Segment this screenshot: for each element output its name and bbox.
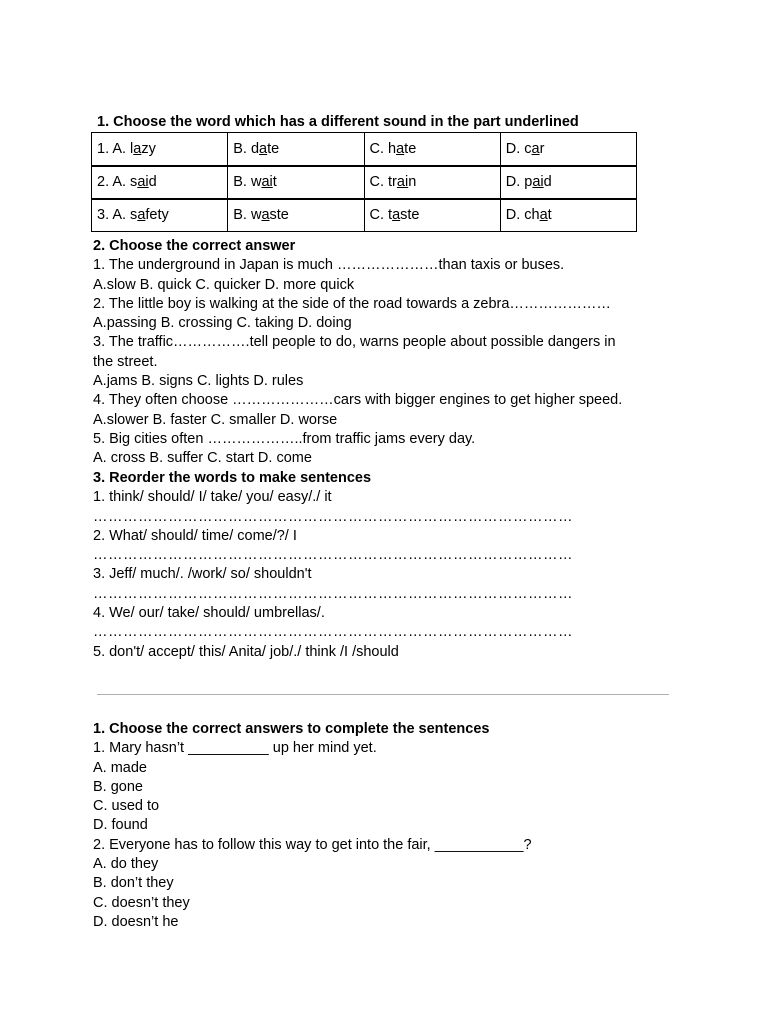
- word-prefix: C. h: [369, 140, 397, 157]
- answer-option: A. do they: [93, 856, 159, 873]
- underlined-letters: a: [261, 207, 270, 224]
- table-cell: [364, 199, 500, 232]
- word-suffix: d: [543, 174, 552, 190]
- word-prefix: D. c: [505, 140, 532, 157]
- word-suffix: zy: [141, 140, 156, 157]
- word-prefix: B. w: [233, 174, 262, 190]
- answer-option: B. don’t they: [93, 875, 174, 892]
- word-suffix: ste: [269, 207, 289, 224]
- word-suffix: t: [272, 174, 277, 190]
- table-cell: [364, 133, 500, 166]
- table-row: [92, 133, 637, 166]
- word-prefix: 1. A. l: [97, 140, 134, 157]
- section3-title: 3. Reorder the words to make sentences: [93, 470, 372, 486]
- word-prefix: C. tr: [369, 174, 397, 190]
- table-cell: [92, 199, 228, 232]
- answer-options: A.passing B. crossing C. taking D. doing: [93, 315, 352, 332]
- word-prefix: D. ch: [505, 207, 540, 224]
- underlined-letters: a: [137, 207, 146, 224]
- answer-option: C. used to: [93, 798, 160, 815]
- underlined-letters: a: [133, 140, 142, 157]
- word-suffix: n: [408, 174, 417, 190]
- answer-option: C. doesn’t they: [93, 894, 190, 911]
- underlined-letters: a: [539, 207, 548, 224]
- reorder-prompt: 4. We/ our/ take/ should/ umbrellas/.: [93, 605, 325, 622]
- table-row: [92, 166, 637, 199]
- answer-blank-line: ……………………………………………………………………………………: [93, 624, 573, 641]
- table-row: [92, 199, 637, 232]
- word-suffix: ste: [400, 207, 420, 224]
- word-suffix: fety: [145, 207, 169, 224]
- answer-options: A.jams B. signs C. lights D. rules: [93, 373, 304, 390]
- section-divider: [97, 694, 669, 695]
- word-suffix: r: [539, 140, 545, 157]
- answer-blank-line: ……………………………………………………………………………………: [93, 547, 573, 564]
- table-cell: [500, 133, 636, 166]
- answer-option: D. doesn’t he: [93, 913, 179, 930]
- table-cell: [500, 199, 636, 232]
- word-suffix: te: [267, 140, 280, 157]
- underlined-letters: a: [531, 140, 540, 157]
- answer-option: A. made: [93, 759, 147, 776]
- table-cell: [500, 166, 636, 199]
- word-prefix: B. d: [233, 140, 260, 157]
- underlined-letters: ai: [261, 174, 273, 190]
- question-line: 5. Big cities often ………………..from traffic jams every day.: [93, 430, 476, 447]
- underlined-letters: ai: [396, 174, 409, 190]
- reorder-prompt: 2. What/ should/ time/ come/?/ I: [93, 527, 297, 544]
- answer-option: B. gone: [93, 778, 143, 795]
- section4-title: 1. Choose the correct answers to complete the sentences: [93, 721, 490, 737]
- section3: [93, 469, 573, 662]
- word-prefix: B. w: [233, 207, 262, 224]
- underlined-letters: a: [259, 140, 268, 157]
- table-cell: [364, 166, 500, 199]
- word-prefix: C. t: [369, 207, 393, 224]
- question-line: 3. The traffic…………….tell people to do, warns people about possible dangers in: [93, 334, 616, 351]
- answer-blank-line: ……………………………………………………………………………………: [93, 585, 573, 602]
- table-cell: [92, 166, 228, 199]
- answer-options: A.slower B. faster C. smaller D. worse: [93, 411, 338, 428]
- question-line: 1. Mary hasn’t __________ up her mind yet.: [93, 740, 377, 757]
- question-line: 1. The underground in Japan is much …………………than taxis or buses.: [93, 257, 565, 274]
- pronunciation-table: [91, 132, 637, 232]
- word-suffix: t: [547, 207, 552, 224]
- underlined-letters: a: [396, 140, 405, 157]
- section4: [93, 720, 532, 932]
- underlined-letters: ai: [532, 174, 544, 190]
- question-line: the street.: [93, 353, 158, 370]
- table-cell: [228, 166, 364, 199]
- section2: [93, 237, 622, 469]
- word-prefix: D. p: [505, 174, 533, 190]
- answer-options: A.slow B. quick C. quicker D. more quick: [93, 276, 355, 293]
- question-line: 4. They often choose …………………cars with bigger engines to get higher speed.: [93, 392, 623, 409]
- section2-title: 2. Choose the correct answer: [93, 238, 296, 254]
- reorder-prompt: 5. don't/ accept/ this/ Anita/ job/./ think /I /should: [93, 643, 399, 660]
- answer-blank-line: ……………………………………………………………………………………: [93, 508, 573, 525]
- section1-title: 1. Choose the word which has a different sound in the part underlined: [97, 114, 579, 130]
- table-cell: [228, 133, 364, 166]
- underlined-letters: a: [392, 207, 401, 224]
- answer-options: A. cross B. suffer C. start D. come: [93, 450, 312, 467]
- question-line: 2. Everyone has to follow this way to get into the fair, ___________?: [93, 836, 532, 853]
- underlined-letters: ai: [137, 174, 149, 190]
- word-suffix: d: [148, 174, 157, 190]
- table-cell: [228, 199, 364, 232]
- table-cell: [92, 133, 228, 166]
- word-prefix: 2. A. s: [97, 174, 138, 190]
- question-line: 2. The little boy is walking at the side of the road towards a zebra…………………: [93, 295, 611, 312]
- answer-option: D. found: [93, 817, 148, 834]
- reorder-prompt: 3. Jeff/ much/. /work/ so/ shouldn't: [93, 566, 312, 583]
- word-prefix: 3. A. s: [97, 207, 138, 224]
- word-suffix: te: [404, 140, 417, 157]
- reorder-prompt: 1. think/ should/ I/ take/ you/ easy/./ it: [93, 489, 332, 506]
